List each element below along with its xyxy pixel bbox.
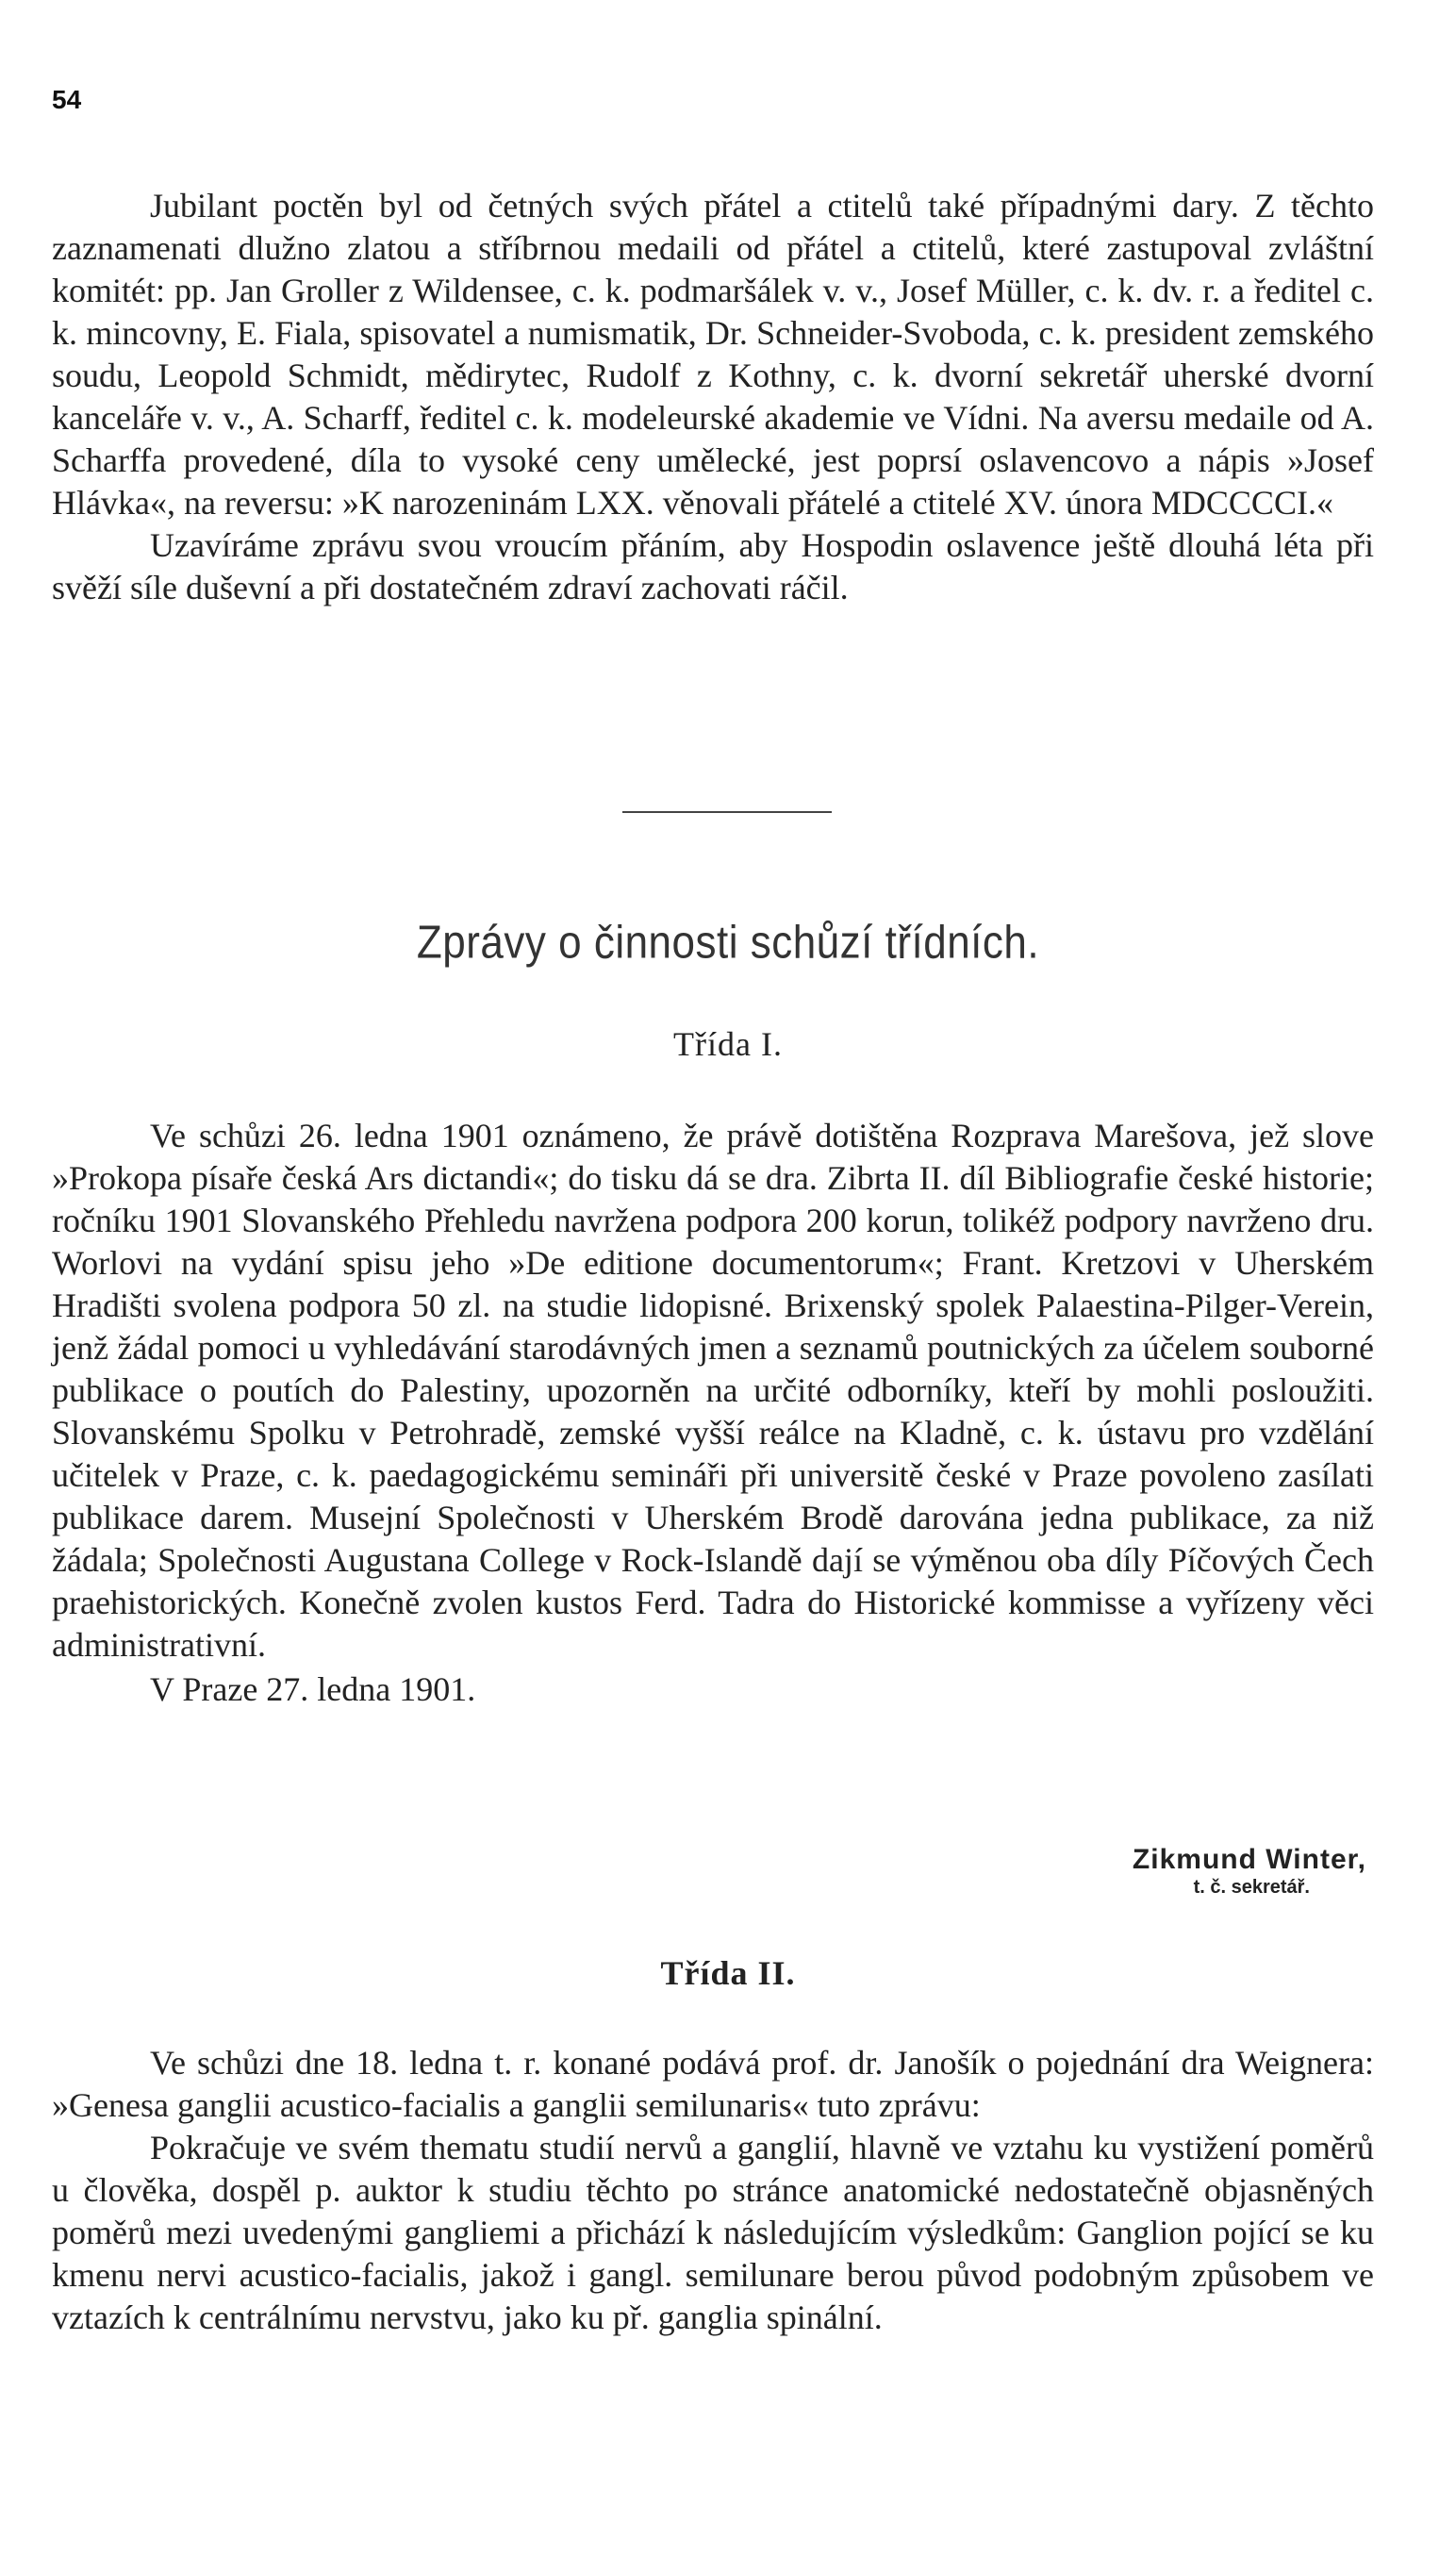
section-divider [622,811,832,813]
class-1-heading: Třída I. [673,1025,783,1063]
intro-paragraph-wishes: Uzavíráme zprávu svou vroucím přáním, aby Hospodin oslavence ještě dlouhá léta při svěží síle duševní a při dostatečném zdraví zachovati ráčil. [52,526,1374,606]
page-number: 54 [52,85,82,114]
class-2-report [52,2042,1374,2339]
intro-paragraph-gifts: Jubilant poctěn byl od četných svých přátel a ctitelů také případnými dary. Z těchto zaznamenati dlužno zlatou a stříbrnou medaili od přátel a ctitelů, které zastupoval zvláštní komitét: pp. Jan Groller z Wildensee, c. k. podmaršálek v. v., Josef Müller, c. k. dv. r. a ředitel c. k. mincovny, E. Fiala, spisovatel a numismatik, Dr. Schneider-Svoboda, c. k. president zemského soudu, Leopold Schmidt, mědirytec, Rudolf z Kothny, c. k. dvorní sekretář uherské dvorní kanceláře v. v., A. Scharff, ředitel c. k. modeleurské akademie ve Vídni. Na aversu medaile od A. Scharffa provedené, díla to vysoké ceny umělecké, jest poprsí oslavencovo a nápis »Josef Hlávka«, na reversu: »K narozeninám LXX. věnovali přátelé a ctitelé XV. února MDCCCCI.« [52,187,1374,522]
signature-name: Zikmund Winter, [1132,1844,1366,1875]
class-2-paragraph-report: Pokračuje ve svém thematu studií nervů a ganglií, hlavně ve vztahu ku vystižení poměrů u člověka, dospěl p. auktor k studiu těchto po stránce anatomické nedostatečně objasněných poměrů mezi uvedenými gangliemi a přichází k následujícím výsledkům: Ganglion pojící se ku kmenu nervi acustico-facialis, jakož i gangl. semilunare berou původ podobným způsobem ve vztazích k centrálnímu nervstvu, jako ku př. ganglia spinální. [52,2129,1374,2336]
class-1-date: V Praze 27. ledna 1901. [150,1670,476,1708]
section-title: Zprávy o činnosti schůzí třídních. [416,917,1040,969]
class-2-paragraph-intro: Ve schůzi dne 18. ledna t. r. konané podává prof. dr. Janošík o pojednání dra Weignera: »Genesa ganglii acustico-facialis a ganglii semilunaris« tuto zprávu: [52,2044,1374,2124]
class-1-signature [1133,1844,1366,1899]
class-1-report [52,1115,1374,1711]
class-2-heading: Třída II. [660,1954,796,1992]
signature-title: t. č. sekretář. [1193,1877,1310,1898]
class-1-paragraph: Ve schůzi 26. ledna 1901 oznámeno, že právě dotištěna Rozprava Marešova, jež slove »Prokopa písaře česká Ars dictandi«; do tisku dá se dra. Zibrta II. díl Bibliografie české historie; ročníku 1901 Slovanského Přehledu navržena podpora 200 korun, tolikéž podpory navrženo dru. Worlovi na vydání spisu jeho »De editione documentorum«; Frant. Kretzovi v Uherském Hradišti svolena podpora 50 zl. na studie lidopisné. Brixenský spolek Palaestina-Pilger-Verein, jenž žádal pomoci u vyhledávání starodávných jmen a seznamů poutnických za účelem souborné publikace o poutích do Palestiny, upozorněn na určité odborníky, kteří by mohli posloužiti. Slovanskému Spolku v Petrohradě, zemské vyšší reálce na Kladně, c. k. ústavu pro vzdělání učitelek v Praze, c. k. paedagogickému semináři při universitě české v Praze povoleno zasílati publikace darem. Musejní Společnosti v Uherském Brodě darována jedna publikace, za niž žádala; Společnosti Augustana College v Rock-Islandě dají se výměnou oba díly Píčových Čech praehistorických. Konečně zvolen kustos Ferd. Tadra do Historické kommisse a vyřízeny věci administrativní. [52,1117,1374,1664]
intro-section [52,185,1374,609]
